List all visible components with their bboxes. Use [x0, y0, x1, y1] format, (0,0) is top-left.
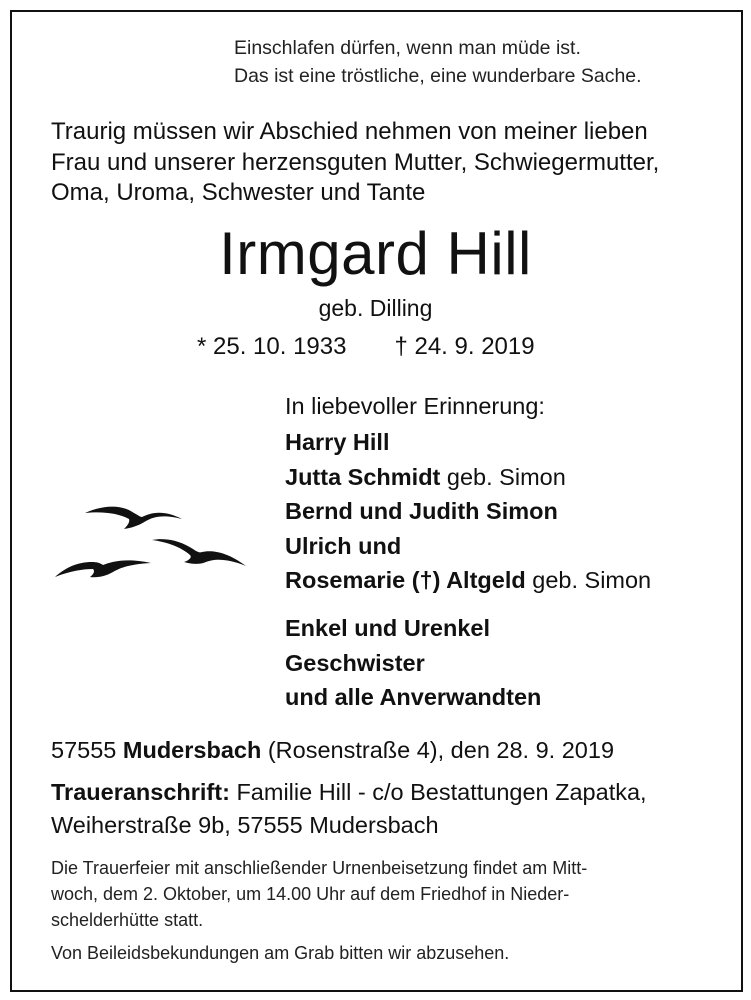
- motto-quote: [234, 34, 642, 90]
- funeral-line-1: Die Trauerfeier mit anschließender Urnenbeisetzung findet am Mitt-: [51, 858, 588, 878]
- mourner-3: Bernd und Judith Simon: [285, 498, 558, 524]
- address-line-1: Traueranschrift: Familie Hill - c/o Bestattungen Zapatka,: [51, 779, 647, 805]
- funeral-line-2: woch, dem 2. Oktober, um 14.00 Uhr auf dem Friedhof in Nieder-: [51, 884, 570, 904]
- intro-line-2: Frau und unserer herzensguten Mutter, Schwiegermutter,: [51, 148, 660, 176]
- condolence-note: Von Beileidsbekundungen am Grab bitten wir abzusehen.: [51, 943, 510, 963]
- maiden-name: geb. Dilling: [318, 295, 433, 321]
- mourner-groups: [285, 611, 541, 715]
- life-dates: [197, 332, 535, 362]
- address-line-2: Weiherstraße 9b, 57555 Mudersbach: [51, 812, 439, 838]
- mourner-5: Rosemarie (†) Altgeld geb. Simon: [285, 567, 652, 593]
- mourner-4: Ulrich und: [285, 532, 402, 559]
- intro-line-3: Oma, Uroma, Schwester und Tante: [51, 179, 426, 206]
- mourner-list: [285, 425, 651, 598]
- flying-birds-icon: [50, 495, 260, 590]
- group-siblings: Geschwister: [285, 649, 425, 676]
- group-grandchildren: Enkel und Urenkel: [285, 615, 491, 641]
- bird-icon: [55, 560, 151, 577]
- group-relatives: und alle Anverwandten: [285, 684, 542, 710]
- birth-date: * 25. 10. 1933: [197, 333, 347, 360]
- mourning-address: [51, 776, 647, 842]
- deceased-name: Irmgard Hill: [219, 220, 532, 287]
- motto-line-1: Einschlafen dürfen, wenn man müde ist.: [234, 37, 581, 59]
- death-date: † 24. 9. 2019: [394, 333, 535, 360]
- mourner-2: Jutta Schmidt geb. Simon: [285, 463, 566, 490]
- funeral-info: [51, 855, 587, 933]
- intro-line-1: Traurig müssen wir Abschied nehmen von meiner lieben: [51, 118, 648, 145]
- bird-icon: [85, 507, 182, 529]
- motto-line-2: Das ist eine tröstliche, eine wunderbare Sache.: [234, 65, 642, 87]
- funeral-line-3: schelderhütte statt.: [51, 910, 204, 930]
- place-date-line: 57555 Mudersbach (Rosenstraße 4), den 28. 9. 2019: [51, 737, 615, 763]
- mourner-1: Harry Hill: [285, 429, 390, 455]
- bird-icon: [152, 539, 246, 566]
- intro-text: [51, 117, 659, 209]
- memory-heading: In liebevoller Erinnerung:: [285, 393, 545, 419]
